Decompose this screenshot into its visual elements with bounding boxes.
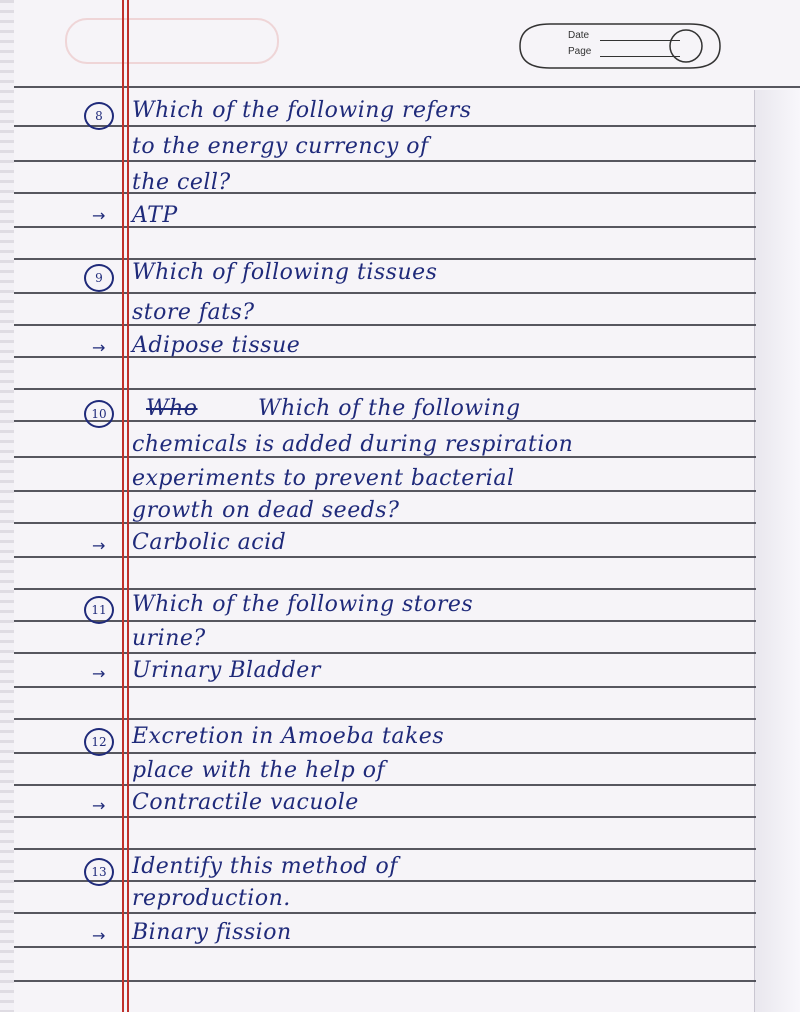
page-label: Page <box>568 46 592 57</box>
answer-10: Carbolic acid <box>132 530 287 555</box>
question-number-11: 11 <box>84 596 114 624</box>
question-number-13: 13 <box>84 858 114 886</box>
ruled-line <box>14 912 756 914</box>
ruled-line <box>14 880 756 882</box>
question-12-line-1: Excretion in Amoeba takes <box>132 724 445 749</box>
ruled-line <box>14 946 756 948</box>
question-13-line-1: Identify this method of <box>132 854 398 879</box>
ruled-line <box>14 356 756 358</box>
ruled-line <box>14 388 756 390</box>
question-number-12: 12 <box>84 728 114 756</box>
answer-13: Binary fission <box>132 920 292 945</box>
faded-stamp <box>65 18 279 64</box>
question-11-line-1: Which of the following stores <box>132 592 474 617</box>
answer-arrow-11: → <box>92 664 106 683</box>
ruled-line <box>14 816 756 818</box>
answer-arrow-10: → <box>92 536 106 555</box>
question-13-line-2: reproduction. <box>132 886 291 911</box>
header-frame-icon <box>510 14 730 78</box>
question-8-line-1: Which of the following refers <box>132 98 472 123</box>
question-10-line-3: experiments to prevent bacterial <box>132 466 515 491</box>
answer-arrow-8: → <box>92 206 106 225</box>
answer-11: Urinary Bladder <box>132 658 321 683</box>
question-10-line-2: chemicals is added during respiration <box>132 432 574 457</box>
question-number-8: 8 <box>84 102 114 130</box>
ruled-line <box>14 980 756 982</box>
margin-line-2 <box>127 0 129 1012</box>
ruled-line <box>14 620 756 622</box>
ruled-line <box>14 192 756 194</box>
answer-12: Contractile vacuole <box>132 790 359 815</box>
ruled-line <box>14 784 756 786</box>
answer-arrow-9: → <box>92 338 106 357</box>
ruled-line <box>14 718 756 720</box>
question-9-line-1: Which of following tissues <box>132 260 438 285</box>
binding-edge <box>0 0 14 1012</box>
question-9-line-2: store fats? <box>132 300 255 325</box>
date-page-header <box>510 14 730 78</box>
ruled-line <box>14 652 756 654</box>
question-11-line-2: urine? <box>132 626 206 651</box>
question-number-9: 9 <box>84 264 114 292</box>
ruled-line <box>14 686 756 688</box>
date-label: Date <box>568 30 590 41</box>
ruled-line <box>14 324 756 326</box>
ruled-line <box>14 292 756 294</box>
ruled-line <box>14 588 756 590</box>
answer-9: Adipose tissue <box>132 333 301 358</box>
answer-8: ATP <box>132 203 178 228</box>
ruled-line <box>14 160 756 162</box>
page-line <box>600 56 680 57</box>
ruled-line <box>14 125 756 127</box>
question-12-line-2: place with the help of <box>132 758 386 783</box>
question-8-line-3: the cell? <box>132 170 231 195</box>
answer-arrow-12: → <box>92 796 106 815</box>
ruled-line <box>14 86 800 88</box>
ruled-line <box>14 752 756 754</box>
question-8-line-2: to the energy currency of <box>132 134 429 159</box>
question-10-line-4: growth on dead seeds? <box>132 498 400 523</box>
answer-arrow-13: → <box>92 926 106 945</box>
question-10-struck-word: Who <box>146 396 198 421</box>
date-line <box>600 40 680 41</box>
question-10-line-1: Which of the following <box>258 396 521 421</box>
ruled-line <box>14 556 756 558</box>
margin-line-1 <box>122 0 124 1012</box>
next-page-edge <box>754 90 800 1012</box>
ruled-line <box>14 848 756 850</box>
question-number-10: 10 <box>84 400 114 428</box>
ruled-line <box>14 226 756 228</box>
